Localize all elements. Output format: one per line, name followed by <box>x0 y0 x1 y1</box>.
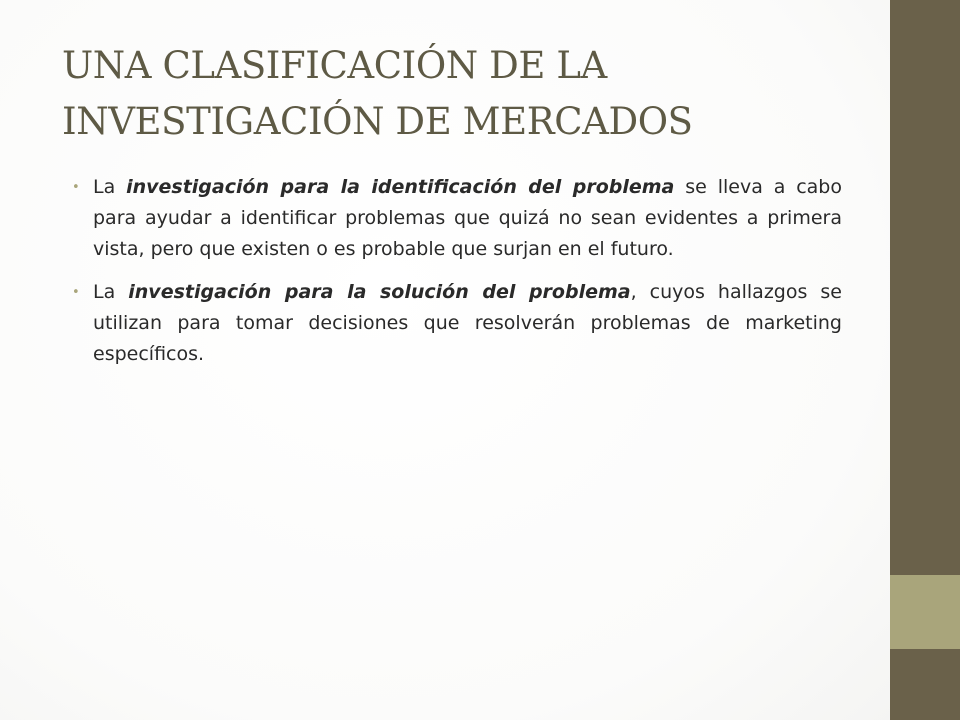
bullet-marker-icon: • <box>72 180 80 195</box>
bullet-lead: La <box>93 176 127 198</box>
bullet-item <box>72 172 842 265</box>
side-band-bottom-block <box>890 649 960 720</box>
side-band-top-block <box>890 0 960 575</box>
decorative-side-band <box>890 0 960 720</box>
bullet-text: , cuyos hallazgos se utilizan para tomar decisiones que resolverán problemas de marketing específicos. <box>93 281 842 365</box>
bullet-emphasis: investigación para la identificación del problema <box>126 176 675 198</box>
bullet-emphasis: investigación para la solución del problema <box>128 281 631 303</box>
bullet-text: se lleva a cabo para ayudar a identificar problemas que quizá no sean evidentes a primera vista, pero que existen o es probable que surjan en el futuro. <box>93 176 842 260</box>
bullet-marker-icon: • <box>72 285 80 300</box>
bullet-lead: La <box>93 281 129 303</box>
slide-title: UNA CLASIFICACIÓN DE LA INVESTIGACIÓN DE MERCADOS <box>62 44 693 143</box>
bullet-item <box>72 277 842 370</box>
bullet-list <box>72 172 842 382</box>
side-band-accent-block <box>890 575 960 649</box>
